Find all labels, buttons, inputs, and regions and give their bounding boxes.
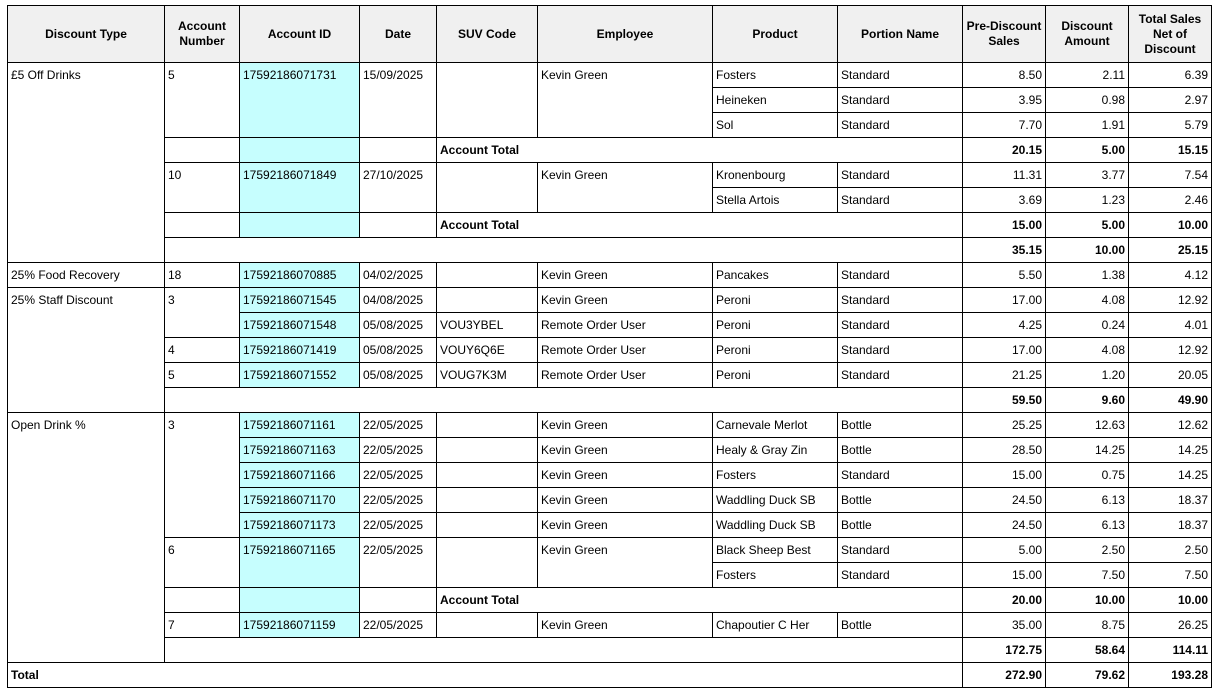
date-cell: 22/05/2025 [360, 463, 437, 488]
product-cell: Waddling Duck SB [713, 488, 838, 513]
pre-discount-total: 15.00 [963, 213, 1046, 238]
discount-amount-cell: 6.13 [1046, 488, 1129, 513]
account-total-row [8, 588, 1212, 613]
employee-cell: Kevin Green [538, 413, 713, 438]
account-id-cell [240, 213, 360, 238]
portion-cell: Standard [838, 113, 963, 138]
date-cell: 05/08/2025 [360, 338, 437, 363]
net-sales-cell: 14.25 [1129, 463, 1212, 488]
suv-code-cell [437, 513, 538, 538]
net-sales-total: 15.15 [1129, 138, 1212, 163]
table-row [8, 413, 1212, 438]
discount-amount-cell: 0.98 [1046, 88, 1129, 113]
net-sales-subtotal: 25.15 [1129, 238, 1212, 263]
suv-code-cell [437, 463, 538, 488]
discount-type-cell: 25% Food Recovery [8, 263, 165, 288]
net-sales-cell: 14.25 [1129, 438, 1212, 463]
portion-cell: Bottle [838, 413, 963, 438]
net-sales-subtotal: 49.90 [1129, 388, 1212, 413]
date-cell: 05/08/2025 [360, 313, 437, 338]
product-cell: Black Sheep Best [713, 538, 838, 563]
pre-discount-total: 20.15 [963, 138, 1046, 163]
pre-discount-cell: 15.00 [963, 563, 1046, 588]
portion-cell: Standard [838, 313, 963, 338]
account-id-link[interactable]: 17592186071159 [240, 613, 360, 638]
portion-cell: Standard [838, 563, 963, 588]
col-date[interactable]: Date [360, 6, 437, 63]
col-employee[interactable]: Employee [538, 6, 713, 63]
discount-amount-cell: 6.13 [1046, 513, 1129, 538]
account-id-link[interactable]: 17592186071548 [240, 313, 360, 338]
account-id-link[interactable]: 17592186071545 [240, 288, 360, 313]
pre-discount-cell: 28.50 [963, 438, 1046, 463]
pre-discount-cell: 24.50 [963, 488, 1046, 513]
table-row [8, 613, 1212, 638]
pre-discount-cell: 35.00 [963, 613, 1046, 638]
pre-discount-cell: 21.25 [963, 363, 1046, 388]
net-sales-cell: 5.79 [1129, 113, 1212, 138]
col-suv-code[interactable]: SUV Code [437, 6, 538, 63]
table-row [8, 288, 1212, 313]
discount-amount-subtotal: 58.64 [1046, 638, 1129, 663]
table-row [8, 338, 1212, 363]
account-number-cell: 6 [165, 538, 240, 588]
pre-discount-cell: 3.69 [963, 188, 1046, 213]
discount-amount-cell: 0.75 [1046, 463, 1129, 488]
portion-cell: Standard [838, 538, 963, 563]
table-row [8, 163, 1212, 188]
grand-total-row [8, 663, 1212, 688]
product-cell: Peroni [713, 313, 838, 338]
date-cell: 04/08/2025 [360, 288, 437, 313]
net-sales-cell: 12.62 [1129, 413, 1212, 438]
product-cell: Waddling Duck SB [713, 513, 838, 538]
group-subtotal-row [8, 238, 1212, 263]
account-number-cell: 18 [165, 263, 240, 288]
employee-cell: Remote Order User [538, 363, 713, 388]
suv-code-cell: VOUY6Q6E [437, 338, 538, 363]
account-total-label: Account Total [437, 213, 963, 238]
table-row [8, 363, 1212, 388]
product-cell: Peroni [713, 363, 838, 388]
discount-amount-total: 5.00 [1046, 138, 1129, 163]
account-id-link[interactable]: 17592186070885 [240, 263, 360, 288]
discount-amount-cell: 1.91 [1046, 113, 1129, 138]
suv-code-cell [437, 488, 538, 513]
employee-cell: Kevin Green [538, 438, 713, 463]
suv-code-cell [437, 288, 538, 313]
suv-code-cell [437, 438, 538, 463]
account-number-cell [165, 588, 240, 613]
date-cell: 15/09/2025 [360, 63, 437, 138]
net-sales-grand-total: 193.28 [1129, 663, 1212, 688]
discount-type-cell: Open Drink % [8, 413, 165, 663]
account-id-link[interactable]: 17592186071849 [240, 163, 360, 213]
net-sales-cell: 7.54 [1129, 163, 1212, 188]
product-cell: Fosters [713, 63, 838, 88]
discount-amount-cell: 2.11 [1046, 63, 1129, 88]
net-sales-cell: 18.37 [1129, 488, 1212, 513]
pre-discount-cell: 8.50 [963, 63, 1046, 88]
date-cell: 22/05/2025 [360, 488, 437, 513]
discount-report-table [7, 5, 1212, 688]
discount-amount-cell: 12.63 [1046, 413, 1129, 438]
col-portion-name[interactable]: Portion Name [838, 6, 963, 63]
account-number-cell: 4 [165, 338, 240, 363]
discount-amount-cell: 14.25 [1046, 438, 1129, 463]
portion-cell: Standard [838, 363, 963, 388]
product-cell: Peroni [713, 338, 838, 363]
discount-amount-cell: 7.50 [1046, 563, 1129, 588]
discount-amount-cell: 1.38 [1046, 263, 1129, 288]
product-cell: Carnevale Merlot [713, 413, 838, 438]
portion-cell: Standard [838, 463, 963, 488]
employee-cell: Kevin Green [538, 263, 713, 288]
account-number-cell: 3 [165, 288, 240, 338]
discount-type-cell: £5 Off Drinks [8, 63, 165, 263]
discount-amount-cell: 4.08 [1046, 288, 1129, 313]
account-id-cell [240, 588, 360, 613]
product-cell: Sol [713, 113, 838, 138]
product-cell: Pancakes [713, 263, 838, 288]
discount-amount-total: 5.00 [1046, 213, 1129, 238]
net-sales-total: 10.00 [1129, 588, 1212, 613]
grand-total-label: Total [8, 663, 963, 688]
net-sales-subtotal: 114.11 [1129, 638, 1212, 663]
date-cell [360, 138, 437, 163]
net-sales-cell: 18.37 [1129, 513, 1212, 538]
col-account-number[interactable]: Account Number [165, 6, 240, 63]
portion-cell: Bottle [838, 438, 963, 463]
account-id-link[interactable]: 17592186071731 [240, 63, 360, 138]
table-row [8, 538, 1212, 563]
net-sales-cell: 12.92 [1129, 288, 1212, 313]
net-sales-cell: 2.46 [1129, 188, 1212, 213]
suv-code-cell [437, 613, 538, 638]
date-cell: 22/05/2025 [360, 438, 437, 463]
date-cell: 22/05/2025 [360, 513, 437, 538]
account-total-row [8, 138, 1212, 163]
col-account-id[interactable]: Account ID [240, 6, 360, 63]
employee-cell: Kevin Green [538, 613, 713, 638]
portion-cell: Bottle [838, 613, 963, 638]
employee-cell: Remote Order User [538, 338, 713, 363]
pre-discount-subtotal: 59.50 [963, 388, 1046, 413]
pre-discount-cell: 15.00 [963, 463, 1046, 488]
pre-discount-cell: 4.25 [963, 313, 1046, 338]
discount-amount-grand-total: 79.62 [1046, 663, 1129, 688]
col-product[interactable]: Product [713, 6, 838, 63]
date-cell [360, 588, 437, 613]
discount-amount-subtotal: 9.60 [1046, 388, 1129, 413]
product-cell: Heineken [713, 88, 838, 113]
net-sales-cell: 20.05 [1129, 363, 1212, 388]
discount-amount-total: 10.00 [1046, 588, 1129, 613]
employee-cell: Kevin Green [538, 288, 713, 313]
account-number-cell: 5 [165, 63, 240, 138]
employee-cell: Kevin Green [538, 63, 713, 138]
account-id-link[interactable]: 17592186071552 [240, 363, 360, 388]
discount-amount-cell: 0.24 [1046, 313, 1129, 338]
pre-discount-cell: 25.25 [963, 413, 1046, 438]
product-cell: Chapoutier C Her [713, 613, 838, 638]
suv-code-cell [437, 413, 538, 438]
net-sales-cell: 12.92 [1129, 338, 1212, 363]
col-discount-amount[interactable]: Discount Amount [1046, 6, 1129, 63]
pre-discount-cell: 5.50 [963, 263, 1046, 288]
table-row [8, 263, 1212, 288]
discount-amount-cell: 2.50 [1046, 538, 1129, 563]
portion-cell: Standard [838, 263, 963, 288]
group-subtotal-row [8, 638, 1212, 663]
suv-code-cell [437, 163, 538, 213]
account-total-label: Account Total [437, 138, 963, 163]
net-sales-total: 10.00 [1129, 213, 1212, 238]
account-number-cell: 7 [165, 613, 240, 638]
net-sales-cell: 2.97 [1129, 88, 1212, 113]
date-cell: 22/05/2025 [360, 538, 437, 588]
employee-cell: Kevin Green [538, 513, 713, 538]
col-discount-type[interactable]: Discount Type [8, 6, 165, 63]
net-sales-cell: 6.39 [1129, 63, 1212, 88]
portion-cell: Standard [838, 163, 963, 188]
header-row [8, 6, 1212, 63]
pre-discount-grand-total: 272.90 [963, 663, 1046, 688]
employee-cell: Kevin Green [538, 163, 713, 213]
pre-discount-cell: 7.70 [963, 113, 1046, 138]
discount-amount-cell: 1.20 [1046, 363, 1129, 388]
pre-discount-cell: 17.00 [963, 338, 1046, 363]
pre-discount-subtotal: 35.15 [963, 238, 1046, 263]
account-number-cell: 10 [165, 163, 240, 213]
pre-discount-total: 20.00 [963, 588, 1046, 613]
discount-amount-cell: 8.75 [1046, 613, 1129, 638]
account-id-link[interactable]: 17592186071173 [240, 513, 360, 538]
discount-amount-cell: 1.23 [1046, 188, 1129, 213]
pre-discount-subtotal: 172.75 [963, 638, 1046, 663]
product-cell: Peroni [713, 288, 838, 313]
discount-amount-cell: 3.77 [1046, 163, 1129, 188]
account-id-link[interactable]: 17592186071163 [240, 438, 360, 463]
suv-code-cell [437, 538, 538, 588]
discount-amount-cell: 4.08 [1046, 338, 1129, 363]
account-id-link[interactable]: 17592186071170 [240, 488, 360, 513]
account-id-link[interactable]: 17592186071166 [240, 463, 360, 488]
suv-code-cell: VOUG7K3M [437, 363, 538, 388]
pre-discount-cell: 3.95 [963, 88, 1046, 113]
portion-cell: Bottle [838, 488, 963, 513]
col-total-net[interactable]: Total Sales Net of Discount [1129, 6, 1212, 63]
suv-code-cell [437, 263, 538, 288]
account-id-link[interactable]: 17592186071161 [240, 413, 360, 438]
discount-type-cell: 25% Staff Discount [8, 288, 165, 413]
portion-cell: Standard [838, 188, 963, 213]
net-sales-cell: 2.50 [1129, 538, 1212, 563]
group-subtotal-row [8, 388, 1212, 413]
col-pre-discount[interactable]: Pre-Discount Sales [963, 6, 1046, 63]
portion-cell: Bottle [838, 513, 963, 538]
account-id-link[interactable]: 17592186071165 [240, 538, 360, 588]
account-total-row [8, 213, 1212, 238]
date-cell: 04/02/2025 [360, 263, 437, 288]
product-cell: Kronenbourg [713, 163, 838, 188]
pre-discount-cell: 11.31 [963, 163, 1046, 188]
subtotal-spacer [165, 388, 963, 413]
suv-code-cell: VOU3YBEL [437, 313, 538, 338]
net-sales-cell: 7.50 [1129, 563, 1212, 588]
subtotal-spacer [165, 238, 963, 263]
date-cell: 22/05/2025 [360, 613, 437, 638]
account-number-cell [165, 213, 240, 238]
employee-cell: Kevin Green [538, 463, 713, 488]
employee-cell: Kevin Green [538, 488, 713, 513]
net-sales-cell: 26.25 [1129, 613, 1212, 638]
pre-discount-cell: 24.50 [963, 513, 1046, 538]
employee-cell: Remote Order User [538, 313, 713, 338]
date-cell [360, 213, 437, 238]
date-cell: 22/05/2025 [360, 413, 437, 438]
table-row [8, 63, 1212, 88]
account-number-cell: 3 [165, 413, 240, 538]
date-cell: 27/10/2025 [360, 163, 437, 213]
product-cell: Stella Artois [713, 188, 838, 213]
pre-discount-cell: 17.00 [963, 288, 1046, 313]
portion-cell: Standard [838, 338, 963, 363]
account-number-cell: 5 [165, 363, 240, 388]
suv-code-cell [437, 63, 538, 138]
account-number-cell [165, 138, 240, 163]
net-sales-cell: 4.12 [1129, 263, 1212, 288]
date-cell: 05/08/2025 [360, 363, 437, 388]
employee-cell: Kevin Green [538, 538, 713, 588]
portion-cell: Standard [838, 63, 963, 88]
account-id-link[interactable]: 17592186071419 [240, 338, 360, 363]
subtotal-spacer [165, 638, 963, 663]
net-sales-cell: 4.01 [1129, 313, 1212, 338]
account-total-label: Account Total [437, 588, 963, 613]
product-cell: Fosters [713, 463, 838, 488]
discount-amount-subtotal: 10.00 [1046, 238, 1129, 263]
portion-cell: Standard [838, 288, 963, 313]
portion-cell: Standard [838, 88, 963, 113]
product-cell: Healy & Gray Zin [713, 438, 838, 463]
account-id-cell [240, 138, 360, 163]
pre-discount-cell: 5.00 [963, 538, 1046, 563]
product-cell: Fosters [713, 563, 838, 588]
